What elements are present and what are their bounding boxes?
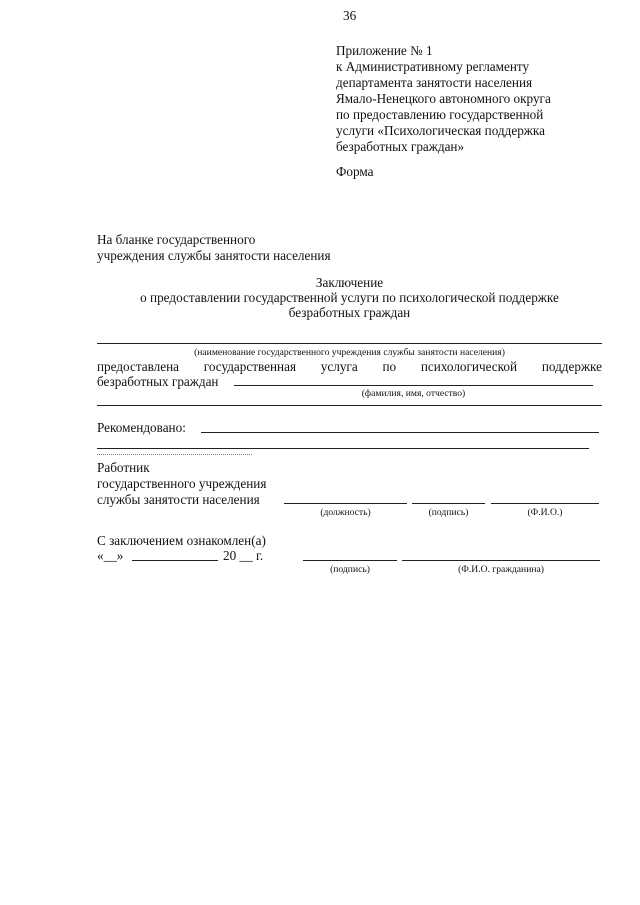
document-title: Заключение bbox=[315, 275, 384, 290]
annex-line: по предоставлению государственной bbox=[336, 107, 544, 122]
fullname-caption: (фамилия, имя, отчество) bbox=[361, 388, 466, 399]
fio-field[interactable] bbox=[491, 503, 599, 504]
fullname-field-continuation[interactable] bbox=[97, 405, 602, 406]
position-field[interactable] bbox=[284, 503, 407, 504]
document-subtitle: о предоставлении государственной услуги по психологической поддержке bbox=[140, 290, 559, 305]
citizen-fio-caption: (Ф.И.О. гражданина) bbox=[458, 564, 544, 575]
annex-line: Приложение № 1 bbox=[336, 43, 433, 58]
signature-field[interactable] bbox=[412, 503, 485, 504]
employee-line: службы занятости населения bbox=[97, 492, 260, 507]
provided-text-cont: безработных граждан bbox=[97, 374, 219, 389]
institution-field[interactable] bbox=[97, 343, 602, 344]
letterhead-line: учреждения службы занятости населения bbox=[97, 248, 331, 263]
annex-line: безработных граждан» bbox=[336, 139, 465, 154]
annex-line: Ямало-Ненецкого автономного округа bbox=[336, 91, 551, 106]
acknowledgement-label: С заключением ознакомлен(а) bbox=[97, 533, 266, 548]
fio-caption: (Ф.И.О.) bbox=[527, 507, 563, 518]
annex-line: услуги «Психологическая поддержка bbox=[336, 123, 545, 138]
institution-caption: (наименование государственного учреждения службы занятости населения) bbox=[194, 347, 505, 358]
employee-line: государственного учреждения bbox=[97, 476, 267, 491]
citizen-signature-caption: (подпись) bbox=[330, 564, 370, 575]
letterhead-line: На бланке государственного bbox=[97, 232, 256, 247]
recommended-field-continuation[interactable] bbox=[97, 448, 589, 449]
date-year: 20 __ г. bbox=[223, 548, 264, 563]
annex-line: к Административному регламенту bbox=[336, 59, 530, 74]
citizen-fio-field[interactable] bbox=[402, 560, 600, 561]
signature-caption: (подпись) bbox=[428, 507, 469, 518]
fullname-field[interactable] bbox=[234, 385, 593, 386]
recommended-field[interactable] bbox=[201, 432, 599, 433]
provided-text: предоставлена государственная услуга по психологической поддержке bbox=[97, 359, 602, 374]
faint-line bbox=[97, 454, 252, 455]
date-month-field[interactable] bbox=[132, 560, 218, 561]
form-label: Форма bbox=[336, 164, 374, 179]
annex-line: департамента занятости населения bbox=[336, 75, 533, 90]
page-number: 36 bbox=[343, 8, 357, 23]
recommended-label: Рекомендовано: bbox=[97, 420, 186, 435]
annex-block bbox=[336, 43, 551, 155]
position-caption: (должность) bbox=[320, 507, 371, 518]
employee-line: Работник bbox=[97, 460, 150, 475]
date-day: «__» bbox=[97, 548, 124, 563]
document-subtitle: безработных граждан bbox=[288, 305, 411, 320]
citizen-signature-field[interactable] bbox=[303, 560, 397, 561]
